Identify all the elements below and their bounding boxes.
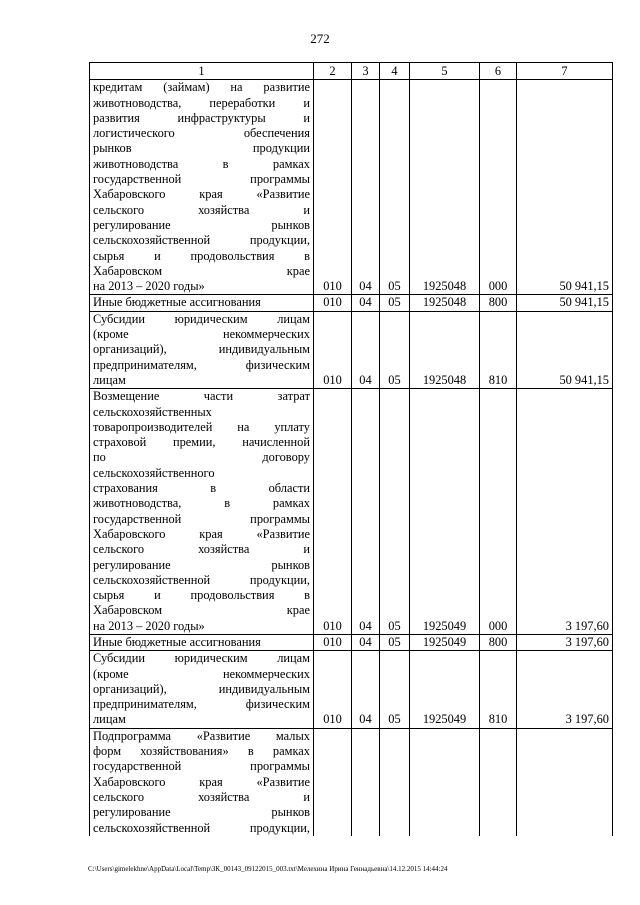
cell-pr: 04 [352,389,380,635]
column-header: 1 [90,63,314,80]
description-line: сельскохозяйственной продукции, [93,820,310,835]
description-line: по договору [93,450,310,465]
column-header: 5 [410,63,480,80]
description-line: предпринимателям, физическим [93,697,310,712]
description-line: сельского хозяйства и [93,202,310,217]
description-line: сырья и продовольствия в [93,588,310,603]
description-line: регулирование рынков [93,557,310,572]
description-line: логистического обеспечения [93,126,310,141]
cell-target-article: 1925049 [410,634,480,650]
cell-section [380,728,410,836]
cell-amount: 50 941,15 [517,311,613,388]
row-description [90,80,314,295]
file-path-footer: C:\Users\gimelekhne\AppData\Local\Temp\ЗК_00143_09122015_003.txt\Мелехина Ирина Геннадьевна\14.12.2015 14:44:24 [88,865,448,873]
description-line: Возмещение части затрат [93,389,310,404]
column-header: 6 [480,63,517,80]
cell-pr: 04 [352,634,380,650]
description-line: организаций), индивидуальным [93,681,310,696]
description-line: животноводства, в рамках [93,496,310,511]
description-line: государственной программы [93,759,310,774]
description-line: регулирование рынков [93,805,310,820]
cell-expense-type: 810 [480,651,517,728]
row-description [90,295,314,311]
description-line: страхования в области [93,481,310,496]
table-header-row [90,63,613,80]
description-line: государственной программы [93,172,310,187]
description-line: лицам [93,712,126,727]
row-description [90,651,314,728]
cell-target-article: 1925048 [410,295,480,311]
description-line: на 2013 – 2020 годы» [93,618,205,633]
description-line: (кроме некоммерческих [93,666,310,681]
description-line: государственной программы [93,511,310,526]
row-description [90,634,314,650]
description-line: Хабаровском крае [93,263,310,278]
cell-target-article: 1925048 [410,80,480,295]
cell-section: 05 [380,80,410,295]
cell-rz: 010 [314,295,352,311]
cell-pr: 04 [352,651,380,728]
cell-rz: 010 [314,311,352,388]
description-line: лицам [93,372,126,387]
column-header: 2 [314,63,352,80]
cell-amount: 3 197,60 [517,389,613,635]
description-line: регулирование рынков [93,217,310,232]
description-line: сырья и продовольствия в [93,248,310,263]
cell-pr [352,728,380,836]
row-description [90,389,314,635]
table-row [90,389,613,635]
budget-table [89,62,613,836]
cell-section: 05 [380,295,410,311]
cell-amount [517,728,613,836]
description-line: (кроме некоммерческих [93,327,310,342]
table-row [90,634,613,650]
description-line: сельского хозяйства и [93,542,310,557]
cell-amount: 50 941,15 [517,80,613,295]
description-line: сельскохозяйственной продукции, [93,572,310,587]
description-line: форм хозяйствования» в рамках [93,744,310,759]
description-line: сельскохозяйственных [93,404,212,419]
table-row [90,80,613,295]
description-line: организаций), индивидуальным [93,342,310,357]
description-line: Хабаровского края «Развитие [93,187,310,202]
cell-target-article: 1925048 [410,311,480,388]
column-header: 4 [380,63,410,80]
description-line: Хабаровского края «Развитие [93,526,310,541]
description-line: Субсидии юридическим лицам [93,311,310,326]
cell-amount: 50 941,15 [517,295,613,311]
description-line: рынков продукции [93,141,310,156]
description-line: Иные бюджетные ассигнования [93,634,261,649]
cell-target-article [410,728,480,836]
description-line: сельского хозяйства и [93,789,310,804]
cell-expense-type: 000 [480,80,517,295]
description-line: предпринимателям, физическим [93,357,310,372]
cell-expense-type: 810 [480,311,517,388]
description-line: сельскохозяйственной продукции, [93,233,310,248]
table-row [90,651,613,728]
description-line: Хабаровского края «Развитие [93,774,310,789]
column-header: 7 [517,63,613,80]
column-header: 3 [352,63,380,80]
cell-target-article: 1925049 [410,651,480,728]
cell-rz: 010 [314,389,352,635]
cell-section: 05 [380,389,410,635]
description-line: развития инфраструктуры и [93,110,310,125]
cell-amount: 3 197,60 [517,651,613,728]
cell-amount: 3 197,60 [517,634,613,650]
table-body [90,80,613,836]
description-line: сельскохозяйственного [93,465,215,480]
cell-target-article: 1925049 [410,389,480,635]
description-line: товаропроизводителей на уплату [93,419,310,434]
cell-rz: 010 [314,651,352,728]
description-line: животноводства в рамках [93,156,310,171]
description-line: Хабаровском крае [93,603,310,618]
cell-rz: 010 [314,80,352,295]
page-number: 272 [310,31,330,46]
cell-pr: 04 [352,80,380,295]
cell-section: 05 [380,311,410,388]
cell-section: 05 [380,634,410,650]
table-row [90,728,613,836]
cell-pr: 04 [352,295,380,311]
table-row [90,295,613,311]
table-row [90,311,613,388]
description-line: Иные бюджетные ассигнования [93,295,261,310]
cell-rz: 010 [314,634,352,650]
description-line: страховой премии, начисленной [93,435,310,450]
cell-rz [314,728,352,836]
description-line: Субсидии юридическим лицам [93,651,310,666]
cell-section: 05 [380,651,410,728]
description-line: кредитам (займам) на развитие [93,80,310,95]
row-description [90,728,314,836]
cell-expense-type: 000 [480,389,517,635]
row-description [90,311,314,388]
cell-pr: 04 [352,311,380,388]
cell-expense-type: 800 [480,295,517,311]
cell-expense-type [480,728,517,836]
description-line: животноводства, переработки и [93,95,310,110]
cell-expense-type: 800 [480,634,517,650]
description-line: Подпрограмма «Развитие малых [93,728,310,743]
description-line: на 2013 – 2020 годы» [93,279,205,294]
